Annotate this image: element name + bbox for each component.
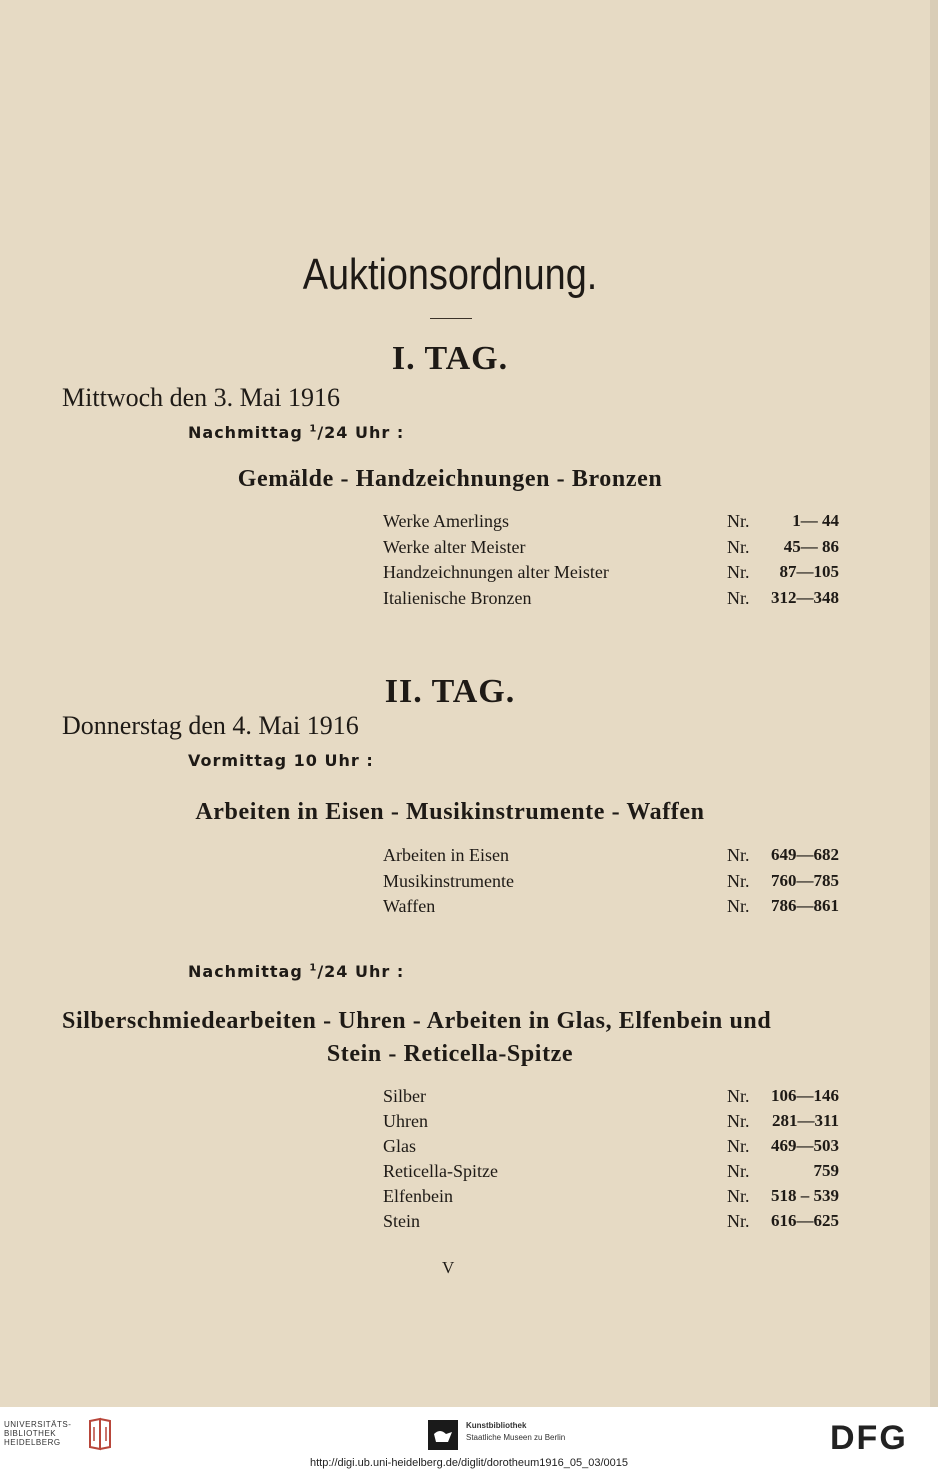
lot-nr: Nr. (727, 1136, 750, 1156)
lot-name: Silber (383, 1086, 426, 1106)
lot-name: Handzeichnungen alter Meister (383, 562, 609, 582)
page-edge (930, 0, 938, 1407)
page-number: V (442, 1258, 455, 1277)
lot-range: 518 – 539 (771, 1186, 839, 1205)
lot-nr: Nr. (727, 1111, 750, 1131)
day1-date: Mittwoch den 3. Mai 1916 (62, 383, 341, 412)
lot-name: Elfenbein (383, 1186, 453, 1206)
kb-line2: Staatliche Museen zu Berlin (466, 1433, 566, 1442)
lot-row (383, 1211, 839, 1236)
day2-heading: II. TAG. (384, 673, 516, 710)
day2-afternoon-rest: /24 Uhr : (317, 962, 405, 981)
lot-nr: Nr. (727, 562, 750, 582)
day2-afternoon-category-line2: Stein - Reticella-Spitze (326, 1041, 574, 1067)
lot-row (383, 1086, 839, 1111)
lot-nr: Nr. (727, 1186, 750, 1206)
kunstbibliothek-label (466, 1420, 565, 1444)
lot-name: Werke Amerlings (383, 511, 510, 531)
dfg-logo: DFG (830, 1419, 908, 1457)
lot-range: 760—785 (771, 870, 839, 890)
lot-range: 759 (813, 1161, 839, 1180)
lot-row (383, 511, 839, 536)
lot-range: 106—146 (771, 1086, 839, 1105)
ub-line3: HEIDELBERG (4, 1438, 61, 1447)
lot-row (383, 1186, 839, 1211)
lot-row (383, 588, 839, 613)
lot-name: Stein (383, 1211, 421, 1231)
day2-afternoon-category-line1: Silberschmiedearbeiten - Uhren - Arbeiten in Glas, Elfenbein und (62, 1008, 772, 1034)
lot-row (383, 1161, 839, 1186)
lot-range: 281—311 (771, 1111, 839, 1130)
lot-range: 45— 86 (783, 536, 839, 556)
lot-nr: Nr. (727, 536, 750, 557)
day2-morning-time: Vormittag 10 Uhr : (188, 751, 374, 770)
lot-range: 616—625 (771, 1211, 839, 1230)
lot-row (383, 896, 839, 921)
lot-row (383, 1136, 839, 1161)
kb-line1: Kunstbibliothek (466, 1421, 527, 1430)
day1-category: Gemälde - Handzeichnungen - Bronzen (237, 466, 663, 492)
lot-row (383, 845, 839, 870)
lot-nr: Nr. (727, 1211, 750, 1231)
day1-time-label: Nachmittag (188, 423, 303, 442)
lot-name: Musikinstrumente (383, 870, 514, 891)
lot-row (383, 537, 839, 562)
lot-name: Uhren (383, 1111, 428, 1131)
lot-row (383, 562, 839, 587)
lot-range: 649—682 (771, 845, 839, 864)
lot-nr: Nr. (727, 896, 750, 916)
lot-name: Arbeiten in Eisen (383, 845, 509, 865)
lot-name: Waffen (383, 896, 436, 916)
title-divider (430, 318, 472, 319)
lot-nr: Nr. (727, 1086, 750, 1106)
lot-row (383, 871, 839, 896)
day2-afternoon-label: Nachmittag (188, 962, 303, 981)
ub-line2: BIBLIOTHEK (4, 1429, 57, 1438)
day1-time-sup: 1 (309, 423, 318, 435)
lot-nr: Nr. (727, 1161, 750, 1181)
lot-name: Italienische Bronzen (383, 587, 532, 608)
page-title: Auktionsordnung. (302, 250, 598, 299)
day1-time-rest: /24 Uhr : (317, 423, 405, 442)
lot-range: 469—503 (771, 1136, 839, 1155)
lot-nr: Nr. (727, 587, 750, 608)
lot-nr: Nr. (727, 870, 750, 891)
day2-morning-category: Arbeiten in Eisen - Musikinstrumente - Waffen (195, 799, 705, 825)
lot-name: Glas (383, 1136, 416, 1156)
lot-nr: Nr. (727, 845, 750, 865)
day1-heading: I. TAG. (391, 340, 509, 377)
lot-row (383, 1111, 839, 1136)
ub-heidelberg-label (4, 1420, 71, 1447)
day2-afternoon-sup: 1 (309, 962, 318, 974)
lot-range: 1— 44 (792, 511, 839, 530)
lot-range: 312—348 (771, 587, 839, 607)
ub-heidelberg-logo-icon (86, 1417, 112, 1451)
day2-date: Donnerstag den 4. Mai 1916 (62, 711, 359, 740)
permalink-url[interactable]: http://digi.ub.uni-heidelberg.de/diglit/dorotheum1916_05_03/0015 (309, 1457, 629, 1469)
ub-line1: UNIVERSITÄTS- (4, 1420, 72, 1429)
lot-nr: Nr. (727, 511, 750, 531)
kunstbibliothek-logo-icon (428, 1420, 458, 1450)
lot-name: Werke alter Meister (383, 536, 526, 557)
digitization-footer (0, 1407, 938, 1474)
lot-range: 786—861 (771, 896, 839, 915)
lot-name: Reticella-Spitze (383, 1161, 498, 1181)
day2-afternoon-time (188, 962, 404, 981)
lot-range: 87—105 (779, 562, 839, 581)
day1-time (188, 423, 404, 442)
